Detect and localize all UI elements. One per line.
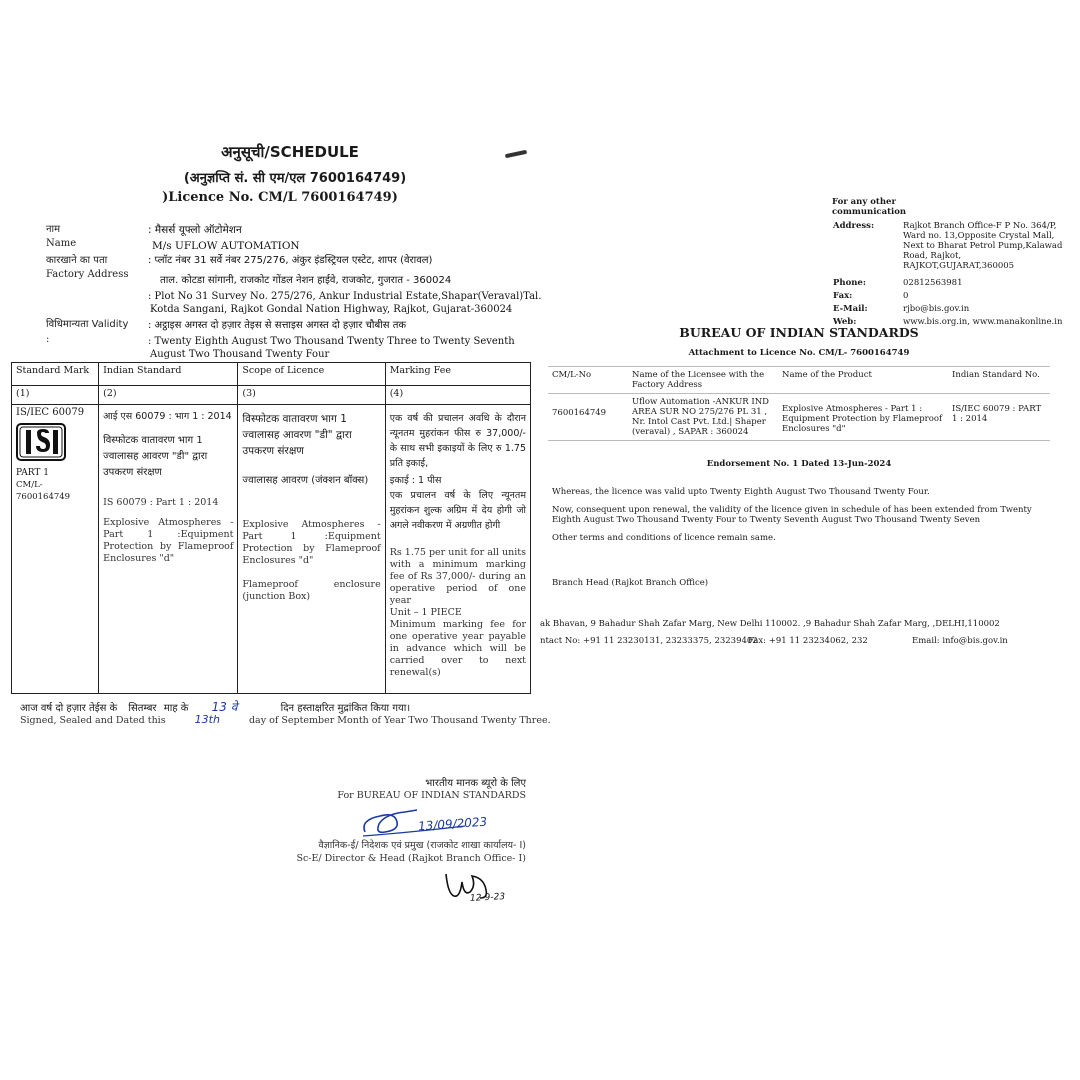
mark-cml-number: CM/L-7600164749 — [16, 480, 71, 502]
factory-address-hindi-1: : प्लॉट नंबर 31 सर्वे नंबर 275/276, अंकुर इंडस्ट्रियल एस्टेट, शापर (वेरावल) — [148, 255, 433, 266]
licence-number-hindi: (अनुज्ञप्ति सं. सी एम/एल 7600164749) — [183, 171, 407, 186]
name-english: M/s UFLOW AUTOMATION — [152, 240, 300, 252]
footer-contact: ntact No: +91 11 23230131, 23233375, 23239402 — [540, 636, 758, 646]
schedule-table — [11, 362, 531, 694]
lic-cell-product: Explosive Atmospheres - Part 1 : Equipment Protection by Flameproof Enclosures "d" — [778, 394, 948, 441]
factory-address-hindi-2: ताल. कोटडा सांगानी, राजकोट गोंडल नेशन हाईवे, राजकोट, गुजरात - 360024 — [160, 275, 452, 286]
contact-key: Address: — [833, 221, 875, 231]
lic-cell-cml: 7600164749 — [548, 394, 628, 441]
signed-english-part-b: day of September Month of Year Two Thousand Twenty Three. — [248, 715, 551, 726]
contact-key: Fax: — [833, 291, 853, 301]
schedule-title: अनुसूची/SCHEDULE — [221, 143, 359, 161]
initials-date: 12-9-23 — [469, 892, 506, 904]
standard-mark-cell — [12, 405, 99, 694]
std-english-title: Explosive Atmospheres - Part 1 :Equipment Protection by Flameproof Enclosures "d" — [103, 517, 234, 564]
header-standard-mark: Standard Mark — [12, 363, 99, 386]
lic-cell-licensee: Uflow Automation -ANKUR IND AREA SUR NO 275/276 PL 31 , Nr. Intol Cast Pvt. Ltd.| Shaper (veraval) , SAPAR : 360024 — [628, 394, 778, 441]
contact-value: www.bis.org.in, www.manakonline.in — [903, 317, 1063, 327]
name-label-hindi: नाम — [46, 224, 61, 235]
isi-mark-logo — [16, 423, 66, 461]
lic-header-standard: Indian Standard No. — [948, 367, 1050, 394]
branch-head: Branch Head (Rajkot Branch Office) — [552, 578, 709, 588]
scope-cell — [238, 405, 385, 694]
header-marking-fee: Marking Fee — [385, 363, 530, 386]
contact-row — [831, 290, 1067, 303]
designation-hindi: वैज्ञानिक-ई/ निदेशक एवं प्रमुख (राजकोट शाखा कार्यालय- I) — [318, 840, 526, 851]
mark-standard: IS/IEC 60079 — [16, 407, 85, 418]
bureau-title: BUREAU OF INDIAN STANDARDS — [679, 325, 919, 340]
std-hindi-number: आई एस 60079 : भाग 1 : 2014 — [103, 411, 232, 422]
contact-key: Web: — [833, 317, 857, 327]
factory-label-english: Factory Address — [46, 269, 129, 280]
contact-value: Rajkot Branch Office-F P No. 364/P, Ward no. 13,Opposite Crystal Mall, Next to Bharat Petrol Pump,Kalawad Road, Rajkot, RAJKOT,GUJARAT,360005 — [903, 221, 1063, 271]
fee-hindi-rate: एक वर्ष की प्रचालन अवधि के दौरान न्यूनतम मुहरांकन फीस रु 37,000/- के साथ सभी इकाइयों के लिए रु 1.75 प्रति इकाई, — [389, 413, 526, 469]
factory-label-hindi: कारखाने का पता — [46, 255, 108, 266]
lic-header-licensee: Name of the Licensee with the Factory Address — [628, 367, 778, 394]
endorsement-para-3: Other terms and conditions of licence remain same. — [552, 533, 776, 543]
col-number-1: (1) — [12, 386, 99, 405]
fee-english-minimum: Minimum marking fee for one operative year payable in advance which will be carried over to next renewal(s) — [389, 619, 526, 678]
signed-hindi-day: 13 वे — [211, 700, 238, 714]
endorsement-title: Endorsement No. 1 Dated 13-Jun-2024 — [706, 459, 892, 469]
lic-header-product: Name of the Product — [778, 367, 948, 394]
licence-table — [548, 366, 1050, 441]
signed-hindi-part-c: दिन हस्ताक्षरित मुद्रांकित किया गया। — [280, 703, 411, 714]
fee-hindi-unit: इकाई : 1 पीस — [389, 475, 442, 486]
col-number-3: (3) — [238, 386, 385, 405]
lic-cell-standard: IS/IEC 60079 : PART 1 : 2014 — [948, 394, 1050, 441]
signature-date: 13/09/2023 — [417, 814, 488, 834]
fee-english-rate: Rs 1.75 per unit for all units with a minimum marking fee of Rs 37,000/- during an operative period of one year — [389, 547, 526, 606]
contact-table — [831, 220, 1067, 329]
designation-english: Sc-E/ Director & Head (Rajkot Branch Office- I) — [296, 853, 526, 864]
contact-value: 0 — [903, 291, 909, 301]
signed-hindi-part-b: माह के — [163, 703, 189, 714]
mark-part: PART 1 — [16, 468, 49, 478]
contact-key: E-Mail: — [833, 304, 868, 314]
header-indian-standard: Indian Standard — [99, 363, 238, 386]
contact-row — [831, 303, 1067, 316]
factory-address-english-2: Kotda Sangani, Rajkot Gondal Nation Highway, Rajkot, Gujarat-360024 — [150, 304, 513, 315]
indian-standard-cell — [99, 405, 238, 694]
col-number-2: (2) — [99, 386, 238, 405]
scope-hindi-product: ज्वालासह आवरण (जंक्शन बॉक्स) — [242, 475, 369, 486]
scope-english-product: Flameproof enclosure (junction Box) — [242, 579, 381, 602]
signed-english-day: 13th — [194, 713, 220, 726]
validity-english-1: : Twenty Eighth August Two Thousand Twenty Three to Twenty Seventh — [148, 336, 515, 347]
lic-header-cml: CM/L-No — [548, 367, 628, 394]
footer-address: ak Bhavan, 9 Bahadur Shah Zafar Marg, New Delhi 110002. ,9 Bahadur Shah Zafar Marg, ,DELHI,110002 — [540, 619, 1000, 629]
endorsement-para-1: Whereas, the licence was valid upto Twenty Eighth August Two Thousand Twenty Four. — [552, 487, 930, 497]
scope-english-title: Explosive Atmospheres - Part 1 :Equipment Protection by Flameproof Enclosures "d" — [242, 519, 381, 566]
signed-hindi-part-a: आज वर्ष दो हज़ार तेईस के — [20, 703, 118, 714]
validity-hindi: : अट्ठाइस अगस्त दो हज़ार तेइस से सत्ताइस अगस्त दो हज़ार चौबीस तक — [148, 320, 407, 331]
contact-value: 02812563981 — [903, 278, 963, 288]
name-label-english: Name — [46, 238, 77, 249]
contact-row — [831, 277, 1067, 290]
contact-value: rjbo@bis.gov.in — [903, 304, 970, 314]
signed-english-part-a: Signed, Sealed and Dated this — [20, 715, 166, 726]
contact-heading: For any other communication — [832, 197, 907, 217]
fee-english-unit: Unit – 1 PIECE — [389, 607, 462, 618]
endorsement-para-2: Now, consequent upon renewal, the validity of the licence given in schedule of has been extended from Twenty Eighth August Two Thousand Twenty Four to Twenty Seventh August Two Thousand Twenty Seven — [552, 505, 1032, 525]
validity-colon: : — [46, 334, 50, 345]
validity-label: विधिमान्यता Validity — [46, 319, 129, 330]
footer-email: Email: info@bis.gov.in — [912, 636, 1008, 646]
bis-english: For BUREAU OF INDIAN STANDARDS — [337, 790, 526, 801]
header-scope: Scope of Licence — [238, 363, 385, 386]
validity-english-2: August Two Thousand Twenty Four — [150, 349, 330, 360]
std-english-number: IS 60079 : Part 1 : 2014 — [103, 497, 219, 508]
signed-line-english — [20, 713, 551, 726]
contact-row — [831, 220, 1067, 277]
marking-fee-cell — [385, 405, 530, 694]
fee-hindi-minimum: एक प्रचालन वर्ष के लिए न्यूनतम मुहरांकन शुल्क अग्रिम में देय होगी जो अगले नवीकरण में अग्रणीत होगी — [389, 490, 526, 531]
signed-hindi-month: सितम्बर — [128, 703, 157, 714]
factory-address-english-1: : Plot No 31 Survey No. 275/276, Ankur Industrial Estate,Shapar(Veraval)Tal. — [148, 291, 542, 302]
pen-mark — [505, 150, 527, 158]
name-hindi: : मैसर्स यूफ्लो ऑटोमेशन — [148, 224, 242, 236]
bis-hindi: भारतीय मानक ब्यूरो के लिए — [425, 778, 526, 789]
footer-fax: Fax: +91 11 23234062, 232 — [748, 636, 868, 646]
licence-number-english: )Licence No. CM/L 7600164749) — [162, 190, 398, 205]
attachment-line: Attachment to Licence No. CM/L- 7600164749 — [688, 348, 910, 358]
contact-key: Phone: — [833, 278, 866, 288]
col-number-4: (4) — [385, 386, 530, 405]
std-hindi-title: विस्फोटक वातावरण भाग 1 ज्वालासह आवरण "डी" द्वारा उपकरण संरक्षण — [103, 435, 208, 478]
scope-hindi-title: विस्फोटक वातावरण भाग 1 ज्वालासह आवरण "डी" द्वारा उपकरण संरक्षण — [242, 413, 352, 457]
